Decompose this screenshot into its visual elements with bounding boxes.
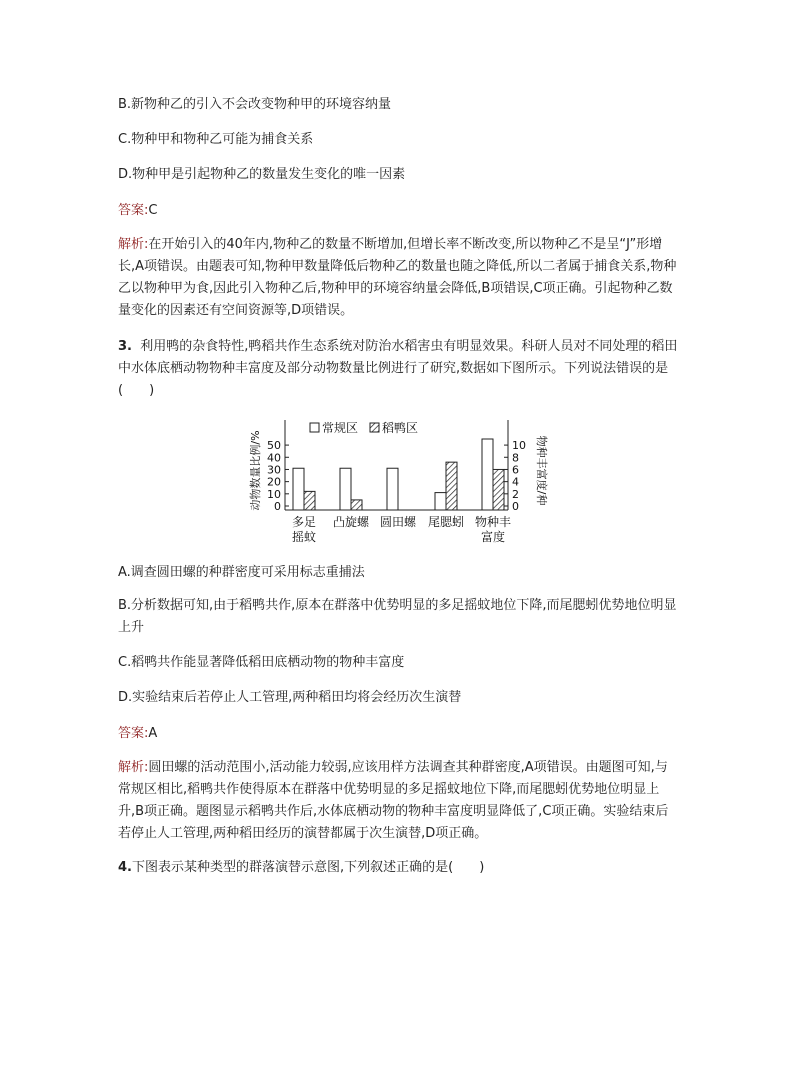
question-number: 4. [118, 860, 132, 875]
analysis-label: 解析: [118, 760, 149, 775]
bar-rice-duck [304, 491, 315, 510]
answer-value: C [148, 203, 158, 218]
question-number: 3. [118, 339, 132, 354]
left-tick-label: 40 [267, 451, 281, 465]
legend-swatch-conventional [310, 423, 319, 432]
q3-option-b: B.分析数据可知,由于稻鸭共作,原本在群落中优势明显的多足摇蚊地位下降,而尾腮蚓优势地位明显上升 [118, 598, 677, 635]
q3-answer [118, 726, 157, 742]
x-tick-label: 圆田螺 [379, 515, 417, 529]
legend-label-rice-duck: 稻鸭区 [382, 421, 419, 435]
x-tick-label: 富度 [480, 530, 506, 544]
bar-rice-duck [446, 462, 457, 510]
analysis-label: 解析: [118, 237, 149, 252]
right-tick-label: 8 [512, 451, 519, 465]
legend-label-conventional: 常规区 [322, 421, 359, 435]
q3-option-a: A.调查圆田螺的种群密度可采用标志重捕法 [118, 565, 365, 580]
q3-analysis [118, 757, 678, 845]
q3-option-c: C.稻鸭共作能显著降低稻田底栖动物的物种丰富度 [118, 655, 405, 670]
x-tick-label: 凸旋螺 [332, 515, 370, 529]
right-tick-label: 4 [512, 475, 519, 489]
left-tick-label: 20 [267, 475, 281, 489]
left-tick-label: 30 [267, 463, 281, 477]
right-tick-label: 2 [512, 487, 519, 501]
left-tick-label: 50 [267, 439, 281, 453]
x-tick-label: 摇蚊 [291, 530, 317, 544]
bar-conventional [435, 493, 446, 510]
bar-rice-duck [351, 500, 362, 510]
y-axis-label-left: 动物数量比例/% [249, 430, 262, 511]
answer-value: A [148, 726, 158, 741]
bar-conventional [482, 439, 493, 510]
bar-conventional [340, 468, 351, 510]
right-tick-label: 0 [512, 500, 519, 513]
q2-option-d: D.物种甲是引起物种乙的数量发生变化的唯一因素 [118, 167, 406, 182]
bar-conventional [293, 468, 304, 510]
x-tick-label: 尾腮蚓 [427, 515, 465, 529]
answer-label: 答案: [118, 726, 149, 741]
left-tick-label: 10 [267, 487, 281, 501]
q4-stem [118, 860, 484, 876]
left-tick-label: 0 [274, 500, 281, 513]
right-tick-label: 10 [512, 439, 526, 453]
analysis-text: 圆田螺的活动范围小,活动能力较弱,应该用样方法调查其种群密度,A项错误。由题图可知,与常规区相比,稻鸭共作使得原本在群落中优势明显的多足摇蚊地位下降,而尾腮蚓优势地位明显上升,B项正确。题图显示稻鸭共作后,水体底栖动物的物种丰富度明显降低了,C项正确。实验结束后若停止人工管理,两种稻田经历的演替都属于次生演替,D项正确。 [118, 760, 669, 841]
bar-conventional [387, 468, 398, 510]
legend-swatch-rice-duck [370, 423, 379, 432]
x-tick-label: 多足 [291, 515, 317, 529]
q2-option-c: C.物种甲和物种乙可能为捕食关系 [118, 132, 314, 147]
q3-option-d: D.实验结束后若停止人工管理,两种稻田均将会经历次生演替 [118, 690, 462, 705]
bar-rice-duck [493, 469, 504, 510]
question-text: 利用鸭的杂食特性,鸭稻共作生态系统对防治水稻害虫有明显效果。科研人员对不同处理的稻田中水体底栖动物物种丰富度及部分动物数量比例进行了研究,数据如下图所示。下列说法错误的是( ) [118, 339, 678, 398]
y-axis-label-right: 物种丰富度/种 [535, 435, 548, 506]
analysis-text: 在开始引入的40年内,物种乙的数量不断增加,但增长率不断改变,所以物种乙不是呈“J”形增长,A项错误。由题表可知,物种甲数量降低后物种乙的数量也随之降低,所以二者属于捕食关系,物种乙以物种甲为食,因此引入物种乙后,物种甲的环境容纳量会降低,B项错误,C项正确。引起物种乙数量变化的因素还有空间资源等,D项错误。 [118, 237, 677, 318]
question-text: 下图表示某种类型的群落演替示意图,下列叙述正确的是( ) [131, 860, 485, 875]
right-tick-label: 6 [512, 463, 519, 477]
q2-option-b: B.新物种乙的引入不会改变物种甲的环境容纳量 [118, 97, 392, 112]
answer-label: 答案: [118, 203, 149, 218]
x-tick-label: 物种丰 [474, 515, 512, 529]
